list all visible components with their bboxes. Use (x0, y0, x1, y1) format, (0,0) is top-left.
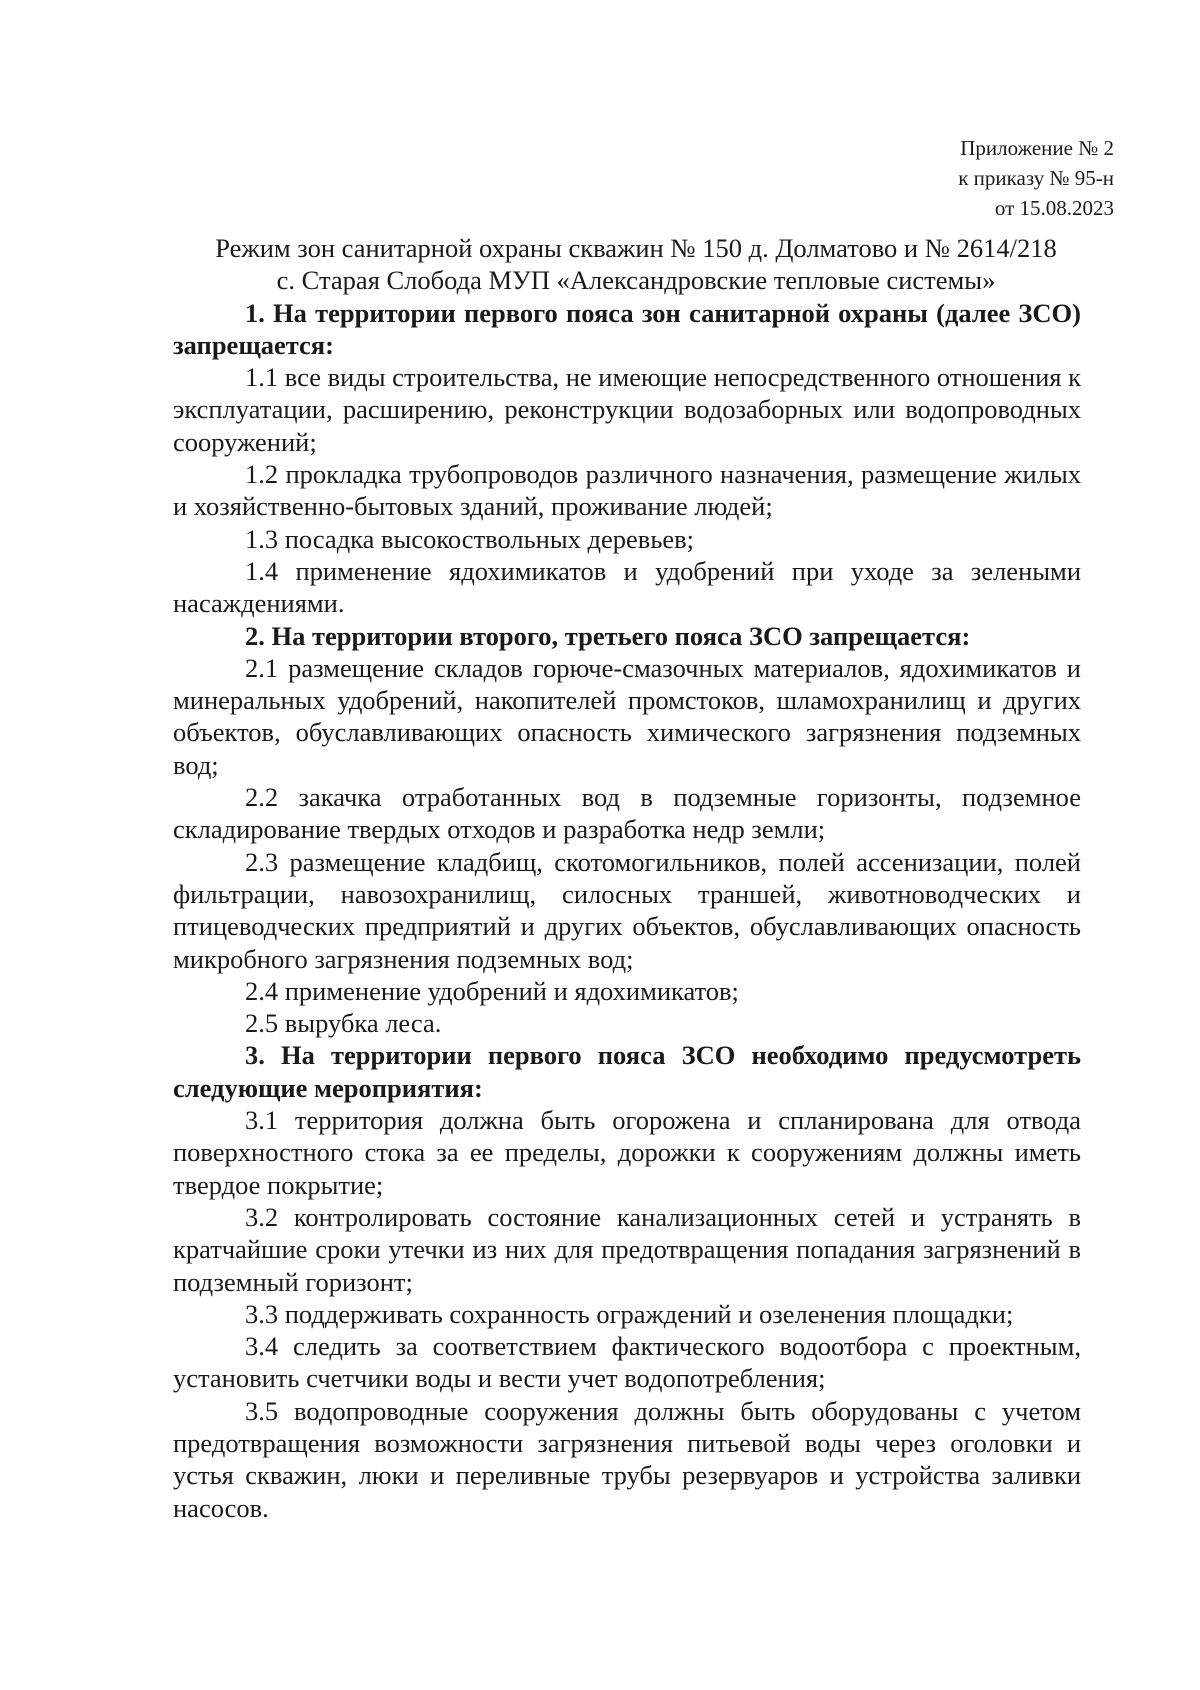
section-2-item: 2.1 размещение складов горюче-смазочных материалов, ядохимикатов и минеральных удобрений, накопителей промстоков, шламохранилищ и других объектов, обуславливающих опасность химического загрязнения подземных вод; (173, 652, 1081, 780)
section-1-item: 1.4 применение ядохимикатов и удобрений при уходе за зелеными насаждениями. (173, 555, 1081, 619)
section-2-heading: 2. На территории второго, третьего пояса ЗСО запрещается: (245, 620, 971, 651)
section-3-item: 3.1 территория должна быть огорожена и спланирована для отвода поверхностного стока за ее пределы, дорожки к сооружениям должны иметь твердое покрытие; (173, 1105, 1081, 1200)
section-2-item: 2.5 вырубка леса. (245, 1008, 442, 1039)
section-1-heading: 1. На территории первого пояса зон санитарной охраны (далее ЗСО) запрещается: (173, 297, 1081, 360)
section-3-item: 3.2 контролировать состояние канализационных сетей и устранять в кратчайшие сроки утечки из них для предотвращения попадания загрязнений в подземный горизонт; (173, 1201, 1081, 1297)
order-date: от 15.08.2023 (994, 196, 1114, 220)
section-2-item: 2.4 применение удобрений и ядохимикатов; (245, 975, 739, 1006)
section-1-item: 1.3 посадка высокоствольных деревьев; (245, 523, 695, 554)
section-3-item: 3.5 водопроводные сооружения должны быть оборудованы с учетом предотвращения возможности загрязнения питьевой воды через оголовки и устья скважин, люки и переливные трубы резервуаров и устройства заливки насосов. (173, 1395, 1081, 1523)
section-3-heading: 3. На территории первого пояса ЗСО необходимо предусмотреть следующие мероприятия: (173, 1040, 1081, 1103)
section-1-item: 1.2 прокладка трубопроводов различного назначения, размещение жилых и хозяйственно-бытовых зданий, проживание людей; (173, 459, 1081, 522)
section-3-item: 3.3 поддерживать сохранность ограждений и озеленения площадки; (245, 1298, 1014, 1329)
title-line-1: Режим зон санитарной охраны скважин № 150 д. Долматово и № 2614/218 (215, 233, 1057, 263)
section-2-item: 2.3 размещение кладбищ, скотомогильников, полей ассенизации, полей фильтрации, навозохранилищ, силосных траншей, животноводческих и птицеводческих предприятий и других объектов, обуславливающих опасность микробного загрязнения подземных вод; (173, 846, 1081, 974)
document-body (173, 232, 1081, 1524)
section-3-item: 3.4 следить за соответствием фактического водоотбора с проектным, установить счетчики воды и вести учет водопотребления; (173, 1331, 1081, 1394)
appendix-reference (958, 133, 1114, 223)
section-2-item: 2.2 закачка отработанных вод в подземные горизонты, подземное складирование твердых отходов и разработка недр земли; (173, 782, 1081, 845)
title-line-2: с. Старая Слобода МУП «Александровские тепловые системы» (276, 265, 996, 296)
order-reference: к приказу № 95-н (958, 166, 1114, 190)
document-title (191, 232, 1081, 297)
section-1-item: 1.1 все виды строительства, не имеющие непосредственного отношения к эксплуатации, расширению, реконструкции водозаборных или водопроводных сооружений; (173, 362, 1081, 457)
appendix-number: Приложение № 2 (960, 136, 1114, 160)
